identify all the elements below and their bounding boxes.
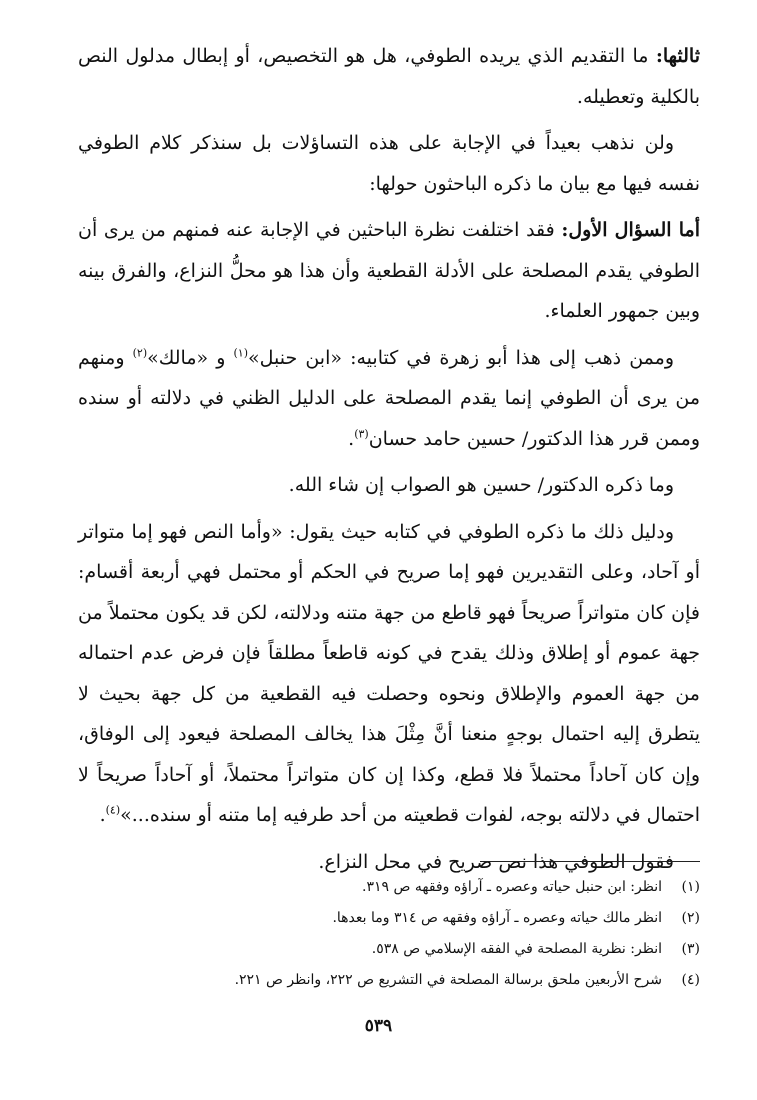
footnote-ref-2[interactable]: (٢)	[132, 346, 148, 360]
paragraph-4	[78, 338, 700, 460]
footnote-item	[78, 903, 700, 934]
footnote-item	[78, 872, 700, 903]
footnote-item	[78, 934, 700, 965]
paragraph-6-text-b: .	[99, 804, 106, 826]
paragraph-3	[78, 210, 700, 332]
paragraph-4-text-d: .	[348, 427, 355, 450]
paragraph-5-text: وما ذكره الدكتور/ حسين هو الصواب إن شاء الله.	[288, 474, 674, 496]
footnote-text: شرح الأربعين ملحق برسالة المصلحة في التشريع ص ٢٢٢، وانظر ص ٢٢١.	[234, 972, 662, 988]
paragraph-3-lead: أما السؤال الأول:	[561, 219, 701, 241]
paragraph-4-text-a: وممن ذهب إلى هذا أبو زهرة في كتابيه: «ابن حنبل»	[248, 346, 674, 369]
paragraph-1	[78, 36, 700, 117]
footnote-number: (١)	[681, 879, 700, 895]
footnote-item	[78, 965, 700, 996]
paragraph-1-text: ما التقديم الذي يريده الطوفي، هل هو التخصيص، أو إبطال مدلول النص بالكلية وتعطيله.	[78, 45, 700, 108]
paragraph-2	[78, 123, 700, 204]
footnote-ref-3[interactable]: (٣)	[354, 427, 369, 441]
page-number: ٥٣٩	[364, 1016, 393, 1036]
paragraph-7-text: فقول الطوفي هذا نص صريح في محل النزاع.	[318, 850, 674, 873]
footnote-divider	[480, 861, 700, 862]
paragraph-4-text-b: و «مالك»	[147, 346, 234, 369]
footnote-number: (٢)	[681, 910, 700, 926]
paragraph-2-text: ولن نذهب بعيداً في الإجابة على هذه التساؤلات بل سنذكر كلام الطوفي نفسه فيها مع بيان ما ذكره الباحثون حولها:	[78, 132, 700, 195]
paragraph-1-lead: ثالثها:	[655, 45, 700, 67]
footnote-number: (٣)	[681, 941, 700, 957]
footnotes	[78, 872, 700, 996]
footnote-text: انظر مالك حياته وعصره ـ آراؤه وفقهه ص ٣١٤ وما بعدها.	[332, 910, 662, 926]
footnote-text: انظر: ابن حنبل حياته وعصره ـ آراؤه وفقهه ص ٣١٩.	[362, 879, 662, 895]
footnote-number: (٤)	[681, 972, 700, 988]
paragraph-6	[78, 512, 700, 836]
paragraph-5	[78, 465, 700, 506]
paragraph-6-text-a: ودليل ذلك ما ذكره الطوفي في كتابه حيث يقول: «وأما النص فهو إما متواتر أو آحاد، وعلى التقديرين فهو إما صريح في الحكم أو محتمل فهي أربعة أقسام: فإن كان متواتراً صريحاً فهو قاطع من جهة متنه ودلالته، لكن قد يكون محتملاً من جهة عموم أو إطلاق وذلك يقدح في كونه قاطعاً مطلقاً فإن فرض عدم احتماله من جهة العموم والإطلاق ونحوه وحصلت فيه القطعية من كل جهة بحيث لا يتطرق إليه احتمال بوجهٍ منعنا أنَّ مِثْلَ هذا يخالف المصلحة فيعود إلى الوفاق، وإن كان آحاداً محتملاً فلا قطع، وكذا إن كان متواتراً محتملاً، أو آحاداً صريحاً لا احتمال في دلالته بوجه، لفوات قطعيته من أحد طرفيه إما متنه أو سنده...»	[78, 520, 700, 826]
paragraph-4-text-c: ومنهم من يرى أن الطوفي إنما يقدم المصلحة على الدليل الظني في دلالته أو سنده وممن قرر هذا الدكتور/ حسين حامد حسان	[78, 346, 700, 450]
footnote-text: انظر: نظرية المصلحة في الفقه الإسلامي ص ٥٣٨.	[371, 941, 662, 957]
main-text	[78, 36, 700, 888]
footnote-ref-4[interactable]: (٤)	[105, 803, 121, 817]
footnote-ref-1[interactable]: (١)	[233, 346, 249, 360]
paragraph-3-text: فقد اختلفت نظرة الباحثين في الإجابة عنه فمنهم من يرى أن الطوفي يقدم المصلحة على الأدلة القطعية وأن هذا هو محلُّ النزاع، والفرق بينه وبين جمهور العلماء.	[78, 219, 700, 322]
